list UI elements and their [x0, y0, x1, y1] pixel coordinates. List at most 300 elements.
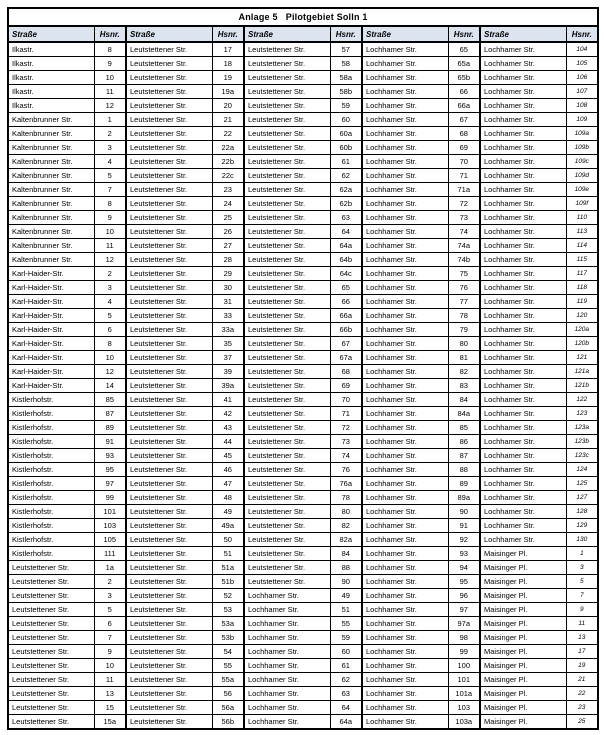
table-row [8, 309, 598, 323]
street-cell: Kaltenbrunner Str. [8, 141, 94, 155]
hsnr-cell: 87 [94, 407, 126, 421]
hsnr-cell: 8 [94, 42, 126, 57]
street-cell: Leutstettener Str. [126, 99, 212, 113]
hsnr-cell: 66a [330, 309, 362, 323]
street-cell: Lochhamer Str. [362, 323, 448, 337]
hsnr-cell: 48 [212, 491, 244, 505]
table-row [8, 505, 598, 519]
hsnr-cell: 8 [94, 197, 126, 211]
street-cell: Lochhamer Str. [362, 57, 448, 71]
street-cell: Kaltenbrunner Str. [8, 211, 94, 225]
hsnr-cell: 22 [566, 687, 598, 701]
hsnr-cell: 11 [94, 239, 126, 253]
street-cell: Leutstettener Str. [8, 659, 94, 673]
hsnr-cell: 72 [448, 197, 480, 211]
street-cell: Lochhamer Str. [480, 505, 566, 519]
hsnr-cell: 15a [94, 715, 126, 730]
street-cell: Leutstettener Str. [126, 323, 212, 337]
street-cell: Leutstettener Str. [126, 85, 212, 99]
hsnr-cell: 125 [566, 477, 598, 491]
street-cell: Leutstettener Str. [244, 351, 330, 365]
table-row [8, 477, 598, 491]
hsnr-cell: 53b [212, 631, 244, 645]
table-row [8, 617, 598, 631]
hsnr-cell: 109e [566, 183, 598, 197]
hsnr-cell: 64c [330, 267, 362, 281]
hsnr-cell: 3 [94, 141, 126, 155]
street-cell: Lochhamer Str. [362, 491, 448, 505]
hsnr-cell: 129 [566, 519, 598, 533]
hsnr-cell: 49 [212, 505, 244, 519]
hsnr-cell: 13 [94, 687, 126, 701]
hsnr-cell: 101 [448, 673, 480, 687]
hsnr-cell: 9 [94, 645, 126, 659]
table-row [8, 435, 598, 449]
hsnr-cell: 7 [566, 589, 598, 603]
street-cell: Leutstettener Str. [244, 211, 330, 225]
street-cell: Leutstettener Str. [244, 281, 330, 295]
hsnr-cell: 90 [448, 505, 480, 519]
hsnr-cell: 56 [212, 687, 244, 701]
street-cell: Lochhamer Str. [362, 449, 448, 463]
column-header-hsnr: Hsnr. [566, 26, 598, 42]
hsnr-cell: 51 [212, 547, 244, 561]
street-cell: Lochhamer Str. [362, 42, 448, 57]
street-cell: Kistlerhofstr. [8, 547, 94, 561]
street-cell: Lochhamer Str. [362, 127, 448, 141]
street-cell: Lochhamer Str. [362, 393, 448, 407]
hsnr-cell: 100 [448, 659, 480, 673]
street-cell: Leutstettener Str. [244, 449, 330, 463]
hsnr-cell: 109d [566, 169, 598, 183]
hsnr-cell: 3 [94, 281, 126, 295]
hsnr-cell: 60 [330, 113, 362, 127]
street-cell: Lochhamer Str. [244, 715, 330, 730]
street-cell: Leutstettener Str. [126, 645, 212, 659]
street-cell: Leutstettener Str. [244, 253, 330, 267]
table-row [8, 267, 598, 281]
hsnr-cell: 63 [330, 211, 362, 225]
street-cell: Lochhamer Str. [480, 477, 566, 491]
street-cell: Lochhamer Str. [362, 211, 448, 225]
table-row [8, 645, 598, 659]
hsnr-cell: 105 [566, 57, 598, 71]
column-header-strasse: Straße [362, 26, 448, 42]
table-row [8, 547, 598, 561]
street-cell: Leutstettener Str. [244, 295, 330, 309]
street-cell: Leutstettener Str. [8, 561, 94, 575]
street-cell: Ilkastr. [8, 42, 94, 57]
street-cell: Kaltenbrunner Str. [8, 183, 94, 197]
table-row [8, 575, 598, 589]
street-cell: Leutstettener Str. [244, 519, 330, 533]
street-cell: Leutstettener Str. [126, 57, 212, 71]
hsnr-cell: 18 [212, 57, 244, 71]
street-cell: Kistlerhofstr. [8, 449, 94, 463]
street-cell: Leutstettener Str. [244, 547, 330, 561]
hsnr-cell: 10 [94, 659, 126, 673]
hsnr-cell: 49 [330, 589, 362, 603]
street-cell: Leutstettener Str. [126, 547, 212, 561]
hsnr-cell: 62a [330, 183, 362, 197]
hsnr-cell: 68 [448, 127, 480, 141]
table-row [8, 701, 598, 715]
hsnr-cell: 17 [566, 645, 598, 659]
hsnr-cell: 53 [212, 603, 244, 617]
street-cell: Leutstettener Str. [126, 211, 212, 225]
table-row [8, 337, 598, 351]
street-cell: Lochhamer Str. [480, 253, 566, 267]
street-cell: Lochhamer Str. [362, 589, 448, 603]
street-cell: Lochhamer Str. [480, 309, 566, 323]
hsnr-cell: 66 [448, 85, 480, 99]
hsnr-cell: 4 [94, 155, 126, 169]
street-cell: Leutstettener Str. [244, 435, 330, 449]
hsnr-cell: 80 [448, 337, 480, 351]
street-cell: Leutstettener Str. [126, 477, 212, 491]
hsnr-cell: 67 [448, 113, 480, 127]
street-cell: Lochhamer Str. [362, 519, 448, 533]
hsnr-cell: 47 [212, 477, 244, 491]
hsnr-cell: 69 [448, 141, 480, 155]
hsnr-cell: 22b [212, 155, 244, 169]
street-cell: Leutstettener Str. [244, 113, 330, 127]
street-cell: Leutstettener Str. [244, 505, 330, 519]
table-row [8, 687, 598, 701]
street-cell: Maisinger Pl. [480, 561, 566, 575]
street-cell: Lochhamer Str. [480, 435, 566, 449]
hsnr-cell: 22c [212, 169, 244, 183]
hsnr-cell: 61 [330, 155, 362, 169]
header-row [8, 26, 598, 42]
hsnr-cell: 110 [566, 211, 598, 225]
hsnr-cell: 5 [94, 603, 126, 617]
hsnr-cell: 20 [212, 99, 244, 113]
street-cell: Leutstettener Str. [244, 155, 330, 169]
hsnr-cell: 67 [330, 337, 362, 351]
hsnr-cell: 111 [94, 547, 126, 561]
street-cell: Kaltenbrunner Str. [8, 197, 94, 211]
hsnr-cell: 25 [212, 211, 244, 225]
hsnr-cell: 58 [330, 57, 362, 71]
street-cell: Leutstettener Str. [126, 603, 212, 617]
hsnr-cell: 31 [212, 295, 244, 309]
hsnr-cell: 62b [330, 197, 362, 211]
street-cell: Ilkastr. [8, 85, 94, 99]
street-cell: Lochhamer Str. [480, 225, 566, 239]
hsnr-cell: 23 [566, 701, 598, 715]
street-cell: Leutstettener Str. [126, 239, 212, 253]
street-cell: Leutstettener Str. [126, 71, 212, 85]
hsnr-cell: 86 [448, 435, 480, 449]
hsnr-cell: 12 [94, 99, 126, 113]
street-cell: Maisinger Pl. [480, 659, 566, 673]
street-cell: Leutstettener Str. [126, 715, 212, 730]
hsnr-cell: 1 [566, 547, 598, 561]
hsnr-cell: 19a [212, 85, 244, 99]
hsnr-cell: 19 [566, 659, 598, 673]
street-cell: Karl-Haider-Str. [8, 295, 94, 309]
street-cell: Leutstettener Str. [244, 197, 330, 211]
hsnr-cell: 99 [94, 491, 126, 505]
street-table [7, 7, 599, 730]
hsnr-cell: 10 [94, 225, 126, 239]
table-row [8, 491, 598, 505]
hsnr-cell: 93 [94, 449, 126, 463]
hsnr-cell: 74a [448, 239, 480, 253]
street-cell: Leutstettener Str. [126, 351, 212, 365]
hsnr-cell: 64a [330, 715, 362, 730]
hsnr-cell: 109f [566, 197, 598, 211]
street-cell: Karl-Haider-Str. [8, 351, 94, 365]
hsnr-cell: 82a [330, 533, 362, 547]
column-header-strasse: Straße [126, 26, 212, 42]
hsnr-cell: 55 [212, 659, 244, 673]
street-cell: Maisinger Pl. [480, 645, 566, 659]
table-row [8, 379, 598, 393]
hsnr-cell: 17 [212, 42, 244, 57]
hsnr-cell: 39a [212, 379, 244, 393]
street-cell: Maisinger Pl. [480, 589, 566, 603]
street-cell: Lochhamer Str. [362, 617, 448, 631]
table-row [8, 449, 598, 463]
street-cell: Lochhamer Str. [480, 365, 566, 379]
table-row [8, 225, 598, 239]
hsnr-cell: 105 [94, 533, 126, 547]
street-cell: Karl-Haider-Str. [8, 281, 94, 295]
hsnr-cell: 10 [94, 71, 126, 85]
hsnr-cell: 74b [448, 253, 480, 267]
hsnr-cell: 124 [566, 463, 598, 477]
table-row [8, 281, 598, 295]
street-cell: Lochhamer Str. [480, 449, 566, 463]
street-cell: Lochhamer Str. [480, 239, 566, 253]
hsnr-cell: 70 [448, 155, 480, 169]
hsnr-cell: 8 [94, 337, 126, 351]
hsnr-cell: 13 [566, 631, 598, 645]
hsnr-cell: 107 [566, 85, 598, 99]
hsnr-cell: 45 [212, 449, 244, 463]
table-row [8, 393, 598, 407]
table-row [8, 169, 598, 183]
street-cell: Leutstettener Str. [126, 701, 212, 715]
street-cell: Lochhamer Str. [480, 211, 566, 225]
hsnr-cell: 73 [330, 435, 362, 449]
hsnr-cell: 26 [212, 225, 244, 239]
street-cell: Leutstettener Str. [8, 631, 94, 645]
street-cell: Leutstettener Str. [126, 617, 212, 631]
hsnr-cell: 59 [330, 99, 362, 113]
street-cell: Kistlerhofstr. [8, 421, 94, 435]
column-header-hsnr: Hsnr. [448, 26, 480, 42]
street-cell: Leutstettener Str. [126, 365, 212, 379]
hsnr-cell: 95 [448, 575, 480, 589]
street-cell: Lochhamer Str. [362, 155, 448, 169]
hsnr-cell: 64b [330, 253, 362, 267]
hsnr-cell: 29 [212, 267, 244, 281]
column-header-hsnr: Hsnr. [94, 26, 126, 42]
street-cell: Lochhamer Str. [244, 687, 330, 701]
hsnr-cell: 24 [212, 197, 244, 211]
hsnr-cell: 64a [330, 239, 362, 253]
street-cell: Lochhamer Str. [480, 463, 566, 477]
table-row [8, 253, 598, 267]
street-cell: Lochhamer Str. [480, 281, 566, 295]
street-cell: Lochhamer Str. [480, 57, 566, 71]
street-cell: Leutstettener Str. [8, 575, 94, 589]
hsnr-cell: 82 [448, 365, 480, 379]
hsnr-cell: 97 [94, 477, 126, 491]
hsnr-cell: 93 [448, 547, 480, 561]
hsnr-cell: 51a [212, 561, 244, 575]
street-cell: Karl-Haider-Str. [8, 379, 94, 393]
street-cell: Lochhamer Str. [362, 701, 448, 715]
street-cell: Ilkastr. [8, 71, 94, 85]
street-cell: Lochhamer Str. [480, 71, 566, 85]
street-cell: Kistlerhofstr. [8, 407, 94, 421]
hsnr-cell: 63 [330, 687, 362, 701]
hsnr-cell: 14 [94, 379, 126, 393]
hsnr-cell: 95 [94, 463, 126, 477]
street-cell: Leutstettener Str. [8, 701, 94, 715]
street-cell: Lochhamer Str. [244, 603, 330, 617]
table-row [8, 141, 598, 155]
street-cell: Kaltenbrunner Str. [8, 155, 94, 169]
hsnr-cell: 82 [330, 519, 362, 533]
hsnr-cell: 21 [566, 673, 598, 687]
street-cell: Leutstettener Str. [126, 575, 212, 589]
street-cell: Lochhamer Str. [362, 435, 448, 449]
street-cell: Kistlerhofstr. [8, 519, 94, 533]
hsnr-cell: 61 [330, 659, 362, 673]
hsnr-cell: 19 [212, 71, 244, 85]
hsnr-cell: 11 [566, 617, 598, 631]
street-cell: Leutstettener Str. [126, 295, 212, 309]
street-cell: Leutstettener Str. [8, 715, 94, 730]
street-cell: Lochhamer Str. [480, 85, 566, 99]
hsnr-cell: 6 [94, 323, 126, 337]
hsnr-cell: 6 [94, 617, 126, 631]
street-cell: Lochhamer Str. [480, 127, 566, 141]
hsnr-cell: 21 [212, 113, 244, 127]
table-row [8, 57, 598, 71]
table-row [8, 42, 598, 57]
street-cell: Lochhamer Str. [362, 253, 448, 267]
street-cell: Lochhamer Str. [244, 645, 330, 659]
hsnr-cell: 22 [212, 127, 244, 141]
hsnr-cell: 1a [94, 561, 126, 575]
hsnr-cell: 4 [94, 295, 126, 309]
hsnr-cell: 39 [212, 365, 244, 379]
street-cell: Leutstettener Str. [126, 449, 212, 463]
street-cell: Leutstettener Str. [244, 267, 330, 281]
street-cell: Leutstettener Str. [126, 519, 212, 533]
table-title: Anlage 5 Pilotgebiet Solln 1 [8, 8, 598, 26]
street-cell: Leutstettener Str. [126, 491, 212, 505]
table-row [8, 351, 598, 365]
street-cell: Lochhamer Str. [362, 603, 448, 617]
street-cell: Leutstettener Str. [126, 113, 212, 127]
hsnr-cell: 119 [566, 295, 598, 309]
street-cell: Lochhamer Str. [480, 42, 566, 57]
hsnr-cell: 76 [448, 281, 480, 295]
hsnr-cell: 37 [212, 351, 244, 365]
street-cell: Lochhamer Str. [362, 421, 448, 435]
hsnr-cell: 123a [566, 421, 598, 435]
hsnr-cell: 72 [330, 421, 362, 435]
street-cell: Lochhamer Str. [362, 659, 448, 673]
street-cell: Lochhamer Str. [480, 295, 566, 309]
street-cell: Lochhamer Str. [362, 225, 448, 239]
hsnr-cell: 73 [448, 211, 480, 225]
street-cell: Lochhamer Str. [362, 197, 448, 211]
table-row [8, 197, 598, 211]
hsnr-cell: 2 [94, 127, 126, 141]
street-cell: Lochhamer Str. [362, 673, 448, 687]
hsnr-cell: 9 [94, 211, 126, 225]
street-cell: Karl-Haider-Str. [8, 337, 94, 351]
street-cell: Maisinger Pl. [480, 687, 566, 701]
street-cell: Leutstettener Str. [126, 463, 212, 477]
hsnr-cell: 22a [212, 141, 244, 155]
hsnr-cell: 62 [330, 169, 362, 183]
table-row [8, 421, 598, 435]
hsnr-cell: 94 [448, 561, 480, 575]
street-cell: Leutstettener Str. [244, 561, 330, 575]
street-cell: Lochhamer Str. [480, 99, 566, 113]
hsnr-cell: 91 [448, 519, 480, 533]
street-cell: Lochhamer Str. [480, 337, 566, 351]
hsnr-cell: 23 [212, 183, 244, 197]
street-cell: Lochhamer Str. [362, 533, 448, 547]
table-row [8, 519, 598, 533]
street-cell: Leutstettener Str. [244, 575, 330, 589]
hsnr-cell: 55a [212, 673, 244, 687]
street-cell: Karl-Haider-Str. [8, 323, 94, 337]
table-row [8, 183, 598, 197]
street-cell: Leutstettener Str. [126, 505, 212, 519]
hsnr-cell: 60a [330, 127, 362, 141]
street-cell: Leutstettener Str. [244, 491, 330, 505]
hsnr-cell: 90 [330, 575, 362, 589]
street-cell: Lochhamer Str. [480, 197, 566, 211]
hsnr-cell: 96 [448, 589, 480, 603]
hsnr-cell: 97a [448, 617, 480, 631]
hsnr-cell: 53a [212, 617, 244, 631]
hsnr-cell: 78 [448, 309, 480, 323]
hsnr-cell: 120b [566, 337, 598, 351]
table-row [8, 659, 598, 673]
table-row [8, 155, 598, 169]
column-header-hsnr: Hsnr. [212, 26, 244, 42]
hsnr-cell: 51 [330, 603, 362, 617]
street-cell: Leutstettener Str. [244, 365, 330, 379]
street-cell: Lochhamer Str. [362, 477, 448, 491]
table-row [8, 463, 598, 477]
hsnr-cell: 97 [448, 603, 480, 617]
hsnr-cell: 49a [212, 519, 244, 533]
hsnr-cell: 91 [94, 435, 126, 449]
hsnr-cell: 71a [448, 183, 480, 197]
hsnr-cell: 103 [94, 519, 126, 533]
hsnr-cell: 57 [330, 42, 362, 57]
street-cell: Lochhamer Str. [480, 393, 566, 407]
street-cell: Lochhamer Str. [480, 323, 566, 337]
hsnr-cell: 118 [566, 281, 598, 295]
hsnr-cell: 113 [566, 225, 598, 239]
hsnr-cell: 5 [94, 309, 126, 323]
street-cell: Lochhamer Str. [244, 617, 330, 631]
